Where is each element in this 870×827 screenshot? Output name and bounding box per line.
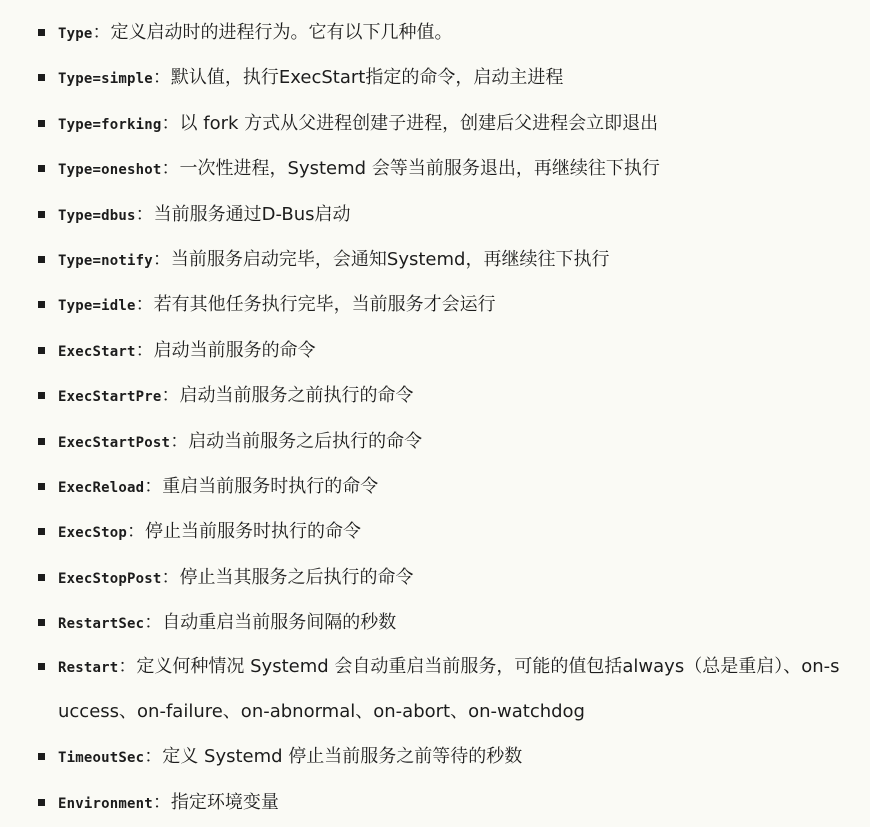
bullet-icon: [38, 619, 45, 626]
separator: ：: [161, 385, 180, 407]
option-key: Type=dbus: [58, 207, 136, 224]
separator: ：: [161, 158, 180, 180]
bullet-icon: [38, 211, 45, 218]
list-item: [0, 464, 870, 509]
option-description: 启动当前服务之后执行的命令: [188, 430, 423, 452]
option-key: ExecStartPost: [58, 434, 171, 451]
list-item: [0, 509, 870, 554]
list-item: [0, 555, 870, 600]
option-description: 启动当前服务之前执行的命令: [179, 385, 414, 407]
option-key: TimeoutSec: [58, 750, 145, 767]
option-key: Environment: [58, 795, 153, 812]
list-item: [0, 734, 870, 779]
separator: ：: [135, 203, 154, 225]
option-description: 当前服务通过D-Bus启动: [153, 203, 351, 225]
option-key: Restart: [58, 660, 119, 677]
bullet-icon: [38, 256, 45, 263]
option-key: ExecStartPre: [58, 389, 162, 406]
separator: ：: [144, 746, 163, 768]
option-key: ExecReload: [58, 479, 145, 496]
option-description: 以 fork 方式从父进程创建子进程，创建后父进程会立即退出: [179, 112, 659, 134]
option-key: ExecStart: [58, 343, 136, 360]
separator: ：: [152, 67, 171, 89]
option-description: 一次性进程，Systemd 会等当前服务退出，再继续往下执行: [179, 158, 660, 180]
list-item: [0, 645, 870, 734]
separator: ：: [144, 612, 163, 634]
option-description: 定义 Systemd 停止当前服务之前等待的秒数: [162, 746, 523, 768]
option-description: 定义何种情况 Systemd 会自动重启当前服务，可能的值包括always（总是重启）、on-success、on-failure、on-abnormal、on-abort、on-watchdog: [58, 656, 840, 723]
list-item: [0, 419, 870, 464]
bullet-icon: [38, 528, 45, 535]
separator: ：: [152, 248, 171, 270]
list-item: [0, 237, 870, 282]
bullet-icon: [38, 663, 45, 670]
separator: ：: [170, 430, 189, 452]
separator: ：: [92, 22, 111, 43]
separator: ：: [118, 656, 137, 678]
option-key: Type=oneshot: [58, 162, 162, 179]
bullet-icon: [38, 347, 45, 354]
list-item: [0, 146, 870, 191]
bullet-icon: [38, 120, 45, 127]
option-key: Type=forking: [58, 116, 162, 133]
bullet-icon: [38, 74, 45, 81]
systemd-service-options-list: [0, 10, 870, 825]
option-description: 定义启动时的进程行为。它有以下几种值。: [110, 22, 453, 43]
option-key: ExecStopPost: [58, 570, 162, 587]
separator: ：: [135, 294, 154, 316]
bullet-icon: [38, 301, 45, 308]
option-key: Type: [58, 26, 93, 42]
list-item: [0, 600, 870, 645]
list-item: [0, 373, 870, 418]
bullet-icon: [38, 574, 45, 581]
option-key: Type=notify: [58, 252, 153, 269]
list-item: [0, 10, 870, 55]
option-description: 停止当前服务时执行的命令: [145, 521, 362, 543]
bullet-icon: [38, 438, 45, 445]
bullet-icon: [38, 29, 45, 36]
option-description: 启动当前服务的命令: [153, 339, 316, 361]
list-item: [0, 192, 870, 237]
option-description: 重启当前服务时执行的命令: [162, 475, 379, 497]
separator: ：: [152, 791, 171, 813]
list-item: [0, 101, 870, 146]
bullet-icon: [38, 165, 45, 172]
option-description: 停止当其服务之后执行的命令: [179, 566, 414, 588]
separator: ：: [161, 566, 180, 588]
option-description: 当前服务启动完毕，会通知Systemd，再继续往下执行: [170, 248, 610, 270]
list-item: [0, 328, 870, 373]
option-key: Type=idle: [58, 298, 136, 315]
separator: ：: [144, 475, 163, 497]
option-key: ExecStop: [58, 525, 128, 542]
list-item: [0, 780, 870, 825]
list-item: [0, 55, 870, 100]
option-description: 默认值，执行ExecStart指定的命令，启动主进程: [170, 67, 564, 89]
separator: ：: [135, 339, 154, 361]
separator: ：: [127, 521, 146, 543]
option-description: 若有其他任务执行完毕，当前服务才会运行: [153, 294, 496, 316]
separator: ：: [161, 112, 180, 134]
bullet-icon: [38, 753, 45, 760]
option-key: Type=simple: [58, 71, 153, 88]
list-item: [0, 282, 870, 327]
bullet-icon: [38, 799, 45, 806]
option-key: RestartSec: [58, 616, 145, 633]
bullet-icon: [38, 392, 45, 399]
bullet-icon: [38, 483, 45, 490]
option-description: 自动重启当前服务间隔的秒数: [162, 612, 397, 634]
option-description: 指定环境变量: [170, 791, 279, 813]
